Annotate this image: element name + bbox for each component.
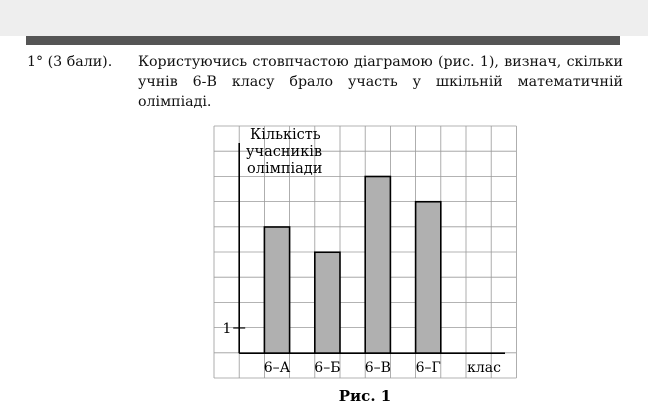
figure-caption: Рис. 1 xyxy=(338,387,392,405)
bar-1 xyxy=(264,227,289,353)
x-tick-label-1: 6–А xyxy=(263,360,291,377)
y-axis-label-line-3: олімпіади xyxy=(247,161,323,177)
bar-4 xyxy=(416,202,441,353)
x-tick-label-2: 6–Б xyxy=(314,360,341,377)
x-axis-label: клас xyxy=(467,360,501,377)
task-number: 1° (3 бали). xyxy=(27,54,113,70)
x-tick-label-3: 6–В xyxy=(364,360,391,377)
bar-2 xyxy=(315,252,340,353)
bars xyxy=(264,176,440,353)
bar-3 xyxy=(365,176,390,353)
y-axis-label-line-1: Кількість xyxy=(250,127,321,143)
task-text: Користуючись стовпчастою діаграмою (рис. 1), визнач, скільки учнів 6-В класу брало участь у шкільній математичній олімпіаді. xyxy=(138,54,623,110)
y-axis-label-line-2: учасників xyxy=(246,144,323,160)
x-tick-labels xyxy=(264,360,441,376)
x-tick-label-4: 6–Г xyxy=(415,360,441,377)
y-tick-label: 1 xyxy=(222,320,232,337)
